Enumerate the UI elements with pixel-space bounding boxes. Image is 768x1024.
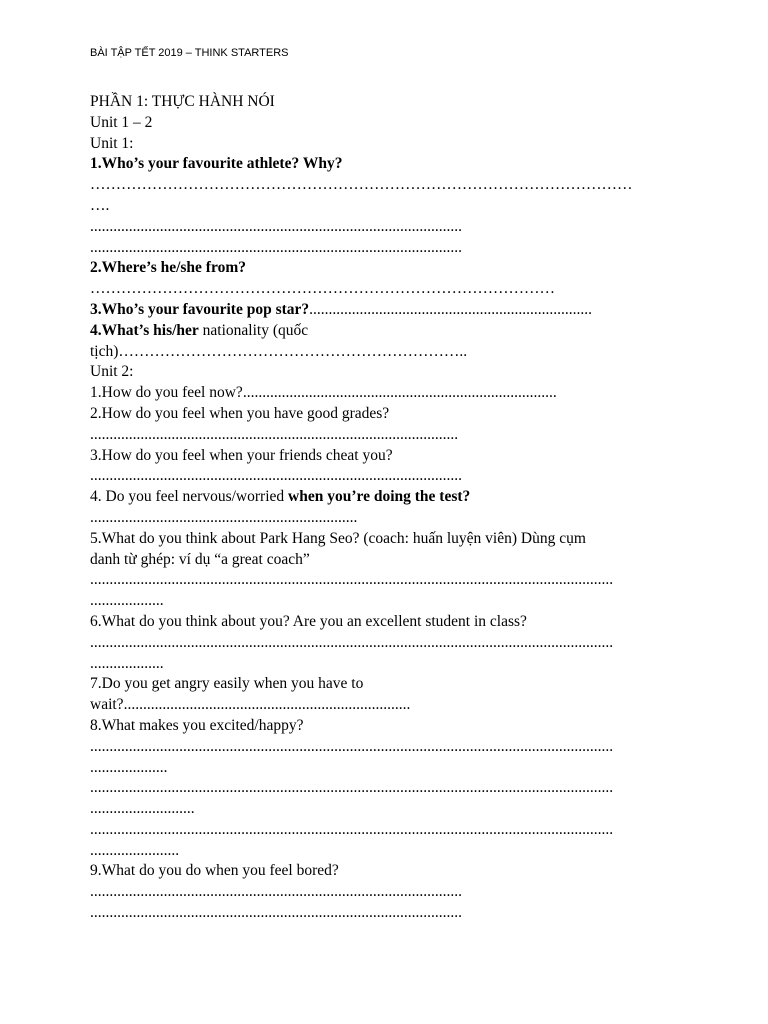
question-text: 5.What do you think about Park Hang Seo? (coach: huấn luyện viên) Dùng cụm [90,529,586,547]
worksheet-body [90,92,690,924]
question-text: 2.Where’s he/she from? [90,259,246,277]
answer-dots: ................................................................................................ [90,883,462,901]
answer-line [90,778,690,799]
question-1-1 [90,154,690,175]
answer-line [90,508,690,529]
question-2-8 [90,716,690,737]
answer-dots: ........................... [90,800,195,818]
answer-dots: ....................................................................................................................................... [90,779,614,797]
answer-line [90,570,690,591]
answer-line [90,633,690,654]
answer-line [90,466,690,487]
answer-line [90,279,690,300]
answer-dots: ....................................................................................................................................... [90,820,614,838]
answer-line [90,175,690,196]
document-header: BÀI TẬP TẾT 2019 – THINK STARTERS [90,47,289,59]
question-text: 3.How do you feel when your friends cheat you? [90,446,393,464]
question-2-4 [90,487,690,508]
question-text: 1.How do you feel now?................................................................................. [90,384,557,402]
question-2-7 [90,674,690,695]
answer-line [90,841,690,862]
answer-dots: .................... [90,758,168,776]
answer-line [90,425,690,446]
answer-dots: ......................................................................... [309,300,593,318]
answer-line [90,737,690,758]
answer-dots: ....................................................................................................................................... [90,633,614,651]
answer-line [90,654,690,675]
question-text: 7.Do you get angry easily when you have to [90,675,364,693]
question-1-2 [90,258,690,279]
unit-2-heading-text: Unit 2: [90,363,134,381]
section-title-text: PHẦN 1: THỰC HÀNH NÓI [90,93,275,110]
answer-dots: ……………………………………………………………………………… [90,280,555,298]
question-2-6 [90,612,690,633]
answer-dots: ................................................................................................ [90,904,462,922]
unit-1-heading [90,134,690,155]
question-2-5-cont [90,550,690,571]
answer-line [90,799,690,820]
question-2-2 [90,404,690,425]
answer-dots: ....................................................................................................................................... [90,571,614,589]
question-1-3 [90,300,690,321]
answer-line [90,342,690,363]
question-2-3 [90,446,690,467]
question-text: 3.Who’s your favourite pop star? [90,300,310,318]
question-1-4 [90,321,690,342]
question-2-1 [90,383,690,404]
unit-1-heading-text: Unit 1: [90,134,134,152]
question-2-7-cont [90,695,690,716]
answer-line [90,217,690,238]
answer-dots: …………………………………………………………………………………………… [90,176,633,194]
question-text: danh từ ghép: ví dụ “a great coach” [90,550,310,568]
answer-dots: ................................................................................................ [90,238,462,256]
question-text: 1.Who’s your favourite athlete? Why? [90,155,343,173]
unit-2-heading [90,362,690,383]
answer-dots: tịch)………………………………………………………….. [90,342,468,360]
question-2-9 [90,861,690,882]
answer-line [90,591,690,612]
answer-line [90,882,690,903]
answer-dots: …. [90,196,110,214]
answer-line [90,820,690,841]
unit-range-text: Unit 1 – 2 [90,113,153,131]
answer-line [90,238,690,259]
answer-dots: ..................................................................... [90,508,358,526]
answer-line [90,903,690,924]
question-text-bold: when you’re doing the test? [288,488,471,506]
answer-line [90,196,690,217]
answer-dots: ....................................................................................................................................... [90,737,614,755]
question-2-5 [90,529,690,550]
answer-dots: ............................................................................................... [90,425,459,443]
question-text: 2.How do you feel when you have good grades? [90,404,390,422]
answer-dots: ................... [90,654,164,672]
answer-dots: ....................... [90,841,180,859]
question-text: wait?.......................................................................... [90,696,411,714]
answer-dots: ................................................................................................ [90,217,462,235]
question-text-suffix: nationality (quốc [198,321,309,339]
question-text: 9.What do you do when you feel bored? [90,862,339,880]
question-text: 4.What’s his/her [90,321,199,339]
answer-dots: ................................................................................................ [90,467,462,485]
question-text: 8.What makes you excited/happy? [90,716,304,734]
answer-dots: ................... [90,592,164,610]
question-text: 4. Do you feel nervous/worried [90,488,289,506]
question-text: 6.What do you think about you? Are you an excellent student in class? [90,612,527,630]
section-title [90,92,690,113]
unit-range [90,113,690,134]
answer-line [90,758,690,779]
